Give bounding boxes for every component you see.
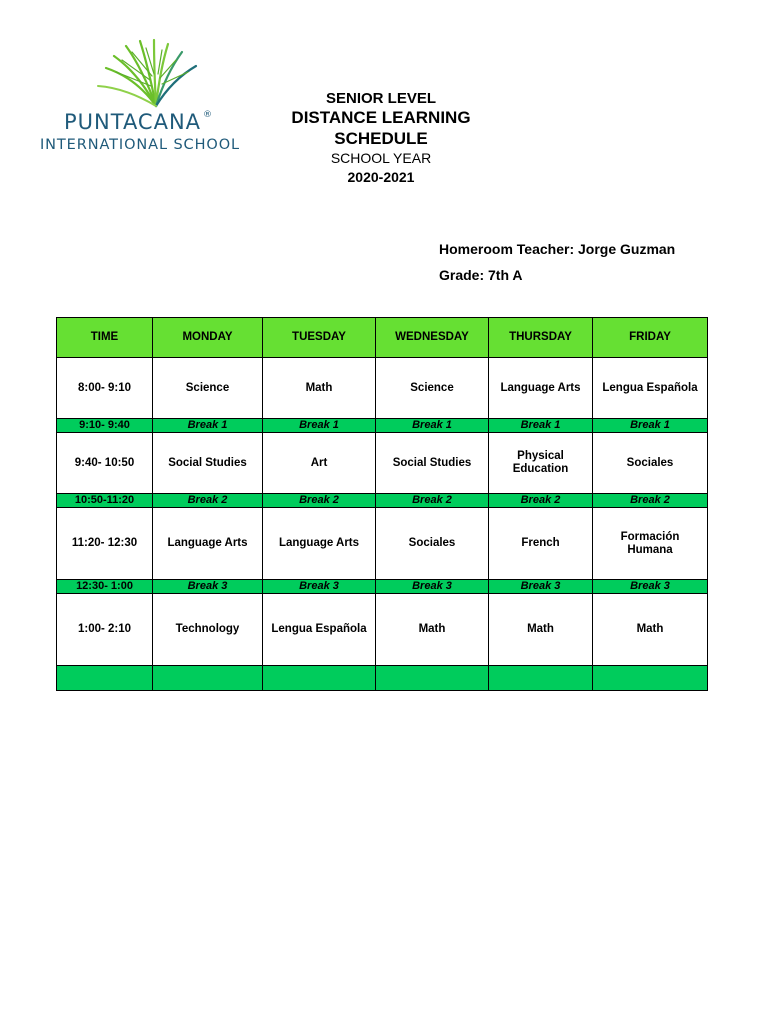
time-cell: 9:10- 9:40 <box>57 419 153 433</box>
table-row <box>57 594 708 666</box>
school-year-value: 2020-2021 <box>347 169 415 185</box>
class-cell: Sociales <box>593 433 708 494</box>
time-cell: 10:50-11:20 <box>57 494 153 508</box>
break-cell: Break 3 <box>153 580 263 594</box>
class-cell: Social Studies <box>376 433 489 494</box>
break-cell: Break 3 <box>263 580 376 594</box>
class-cell: Social Studies <box>153 433 263 494</box>
grade-label: Grade: 7th A <box>439 267 523 283</box>
table-row <box>57 358 708 419</box>
school-logo <box>38 38 248 158</box>
school-subtitle: INTERNATIONAL SCHOOL <box>40 137 240 153</box>
break-cell: Break 1 <box>263 419 376 433</box>
time-cell: 1:00- 2:10 <box>57 594 153 666</box>
column-header: TUESDAY <box>263 318 376 358</box>
school-name: PUNTACANA <box>64 110 202 134</box>
footer-row <box>57 666 708 691</box>
table-row <box>57 433 708 494</box>
class-cell: Language Arts <box>489 358 593 419</box>
class-cell: Science <box>376 358 489 419</box>
table-row <box>57 508 708 580</box>
break-row <box>57 419 708 433</box>
break-cell: Break 2 <box>489 494 593 508</box>
column-header: MONDAY <box>153 318 263 358</box>
schedule-title-line1: DISTANCE LEARNING <box>291 108 471 127</box>
schedule-title-line2: SCHEDULE <box>334 129 428 148</box>
break-cell: Break 3 <box>489 580 593 594</box>
column-header: THURSDAY <box>489 318 593 358</box>
class-cell: Language Arts <box>263 508 376 580</box>
empty-cell <box>376 666 489 691</box>
class-cell: French <box>489 508 593 580</box>
break-cell: Break 3 <box>593 580 708 594</box>
empty-cell <box>263 666 376 691</box>
break-cell: Break 2 <box>376 494 489 508</box>
class-cell: Math <box>593 594 708 666</box>
break-row <box>57 494 708 508</box>
level-title: SENIOR LEVEL <box>325 90 437 107</box>
time-cell: 9:40- 10:50 <box>57 433 153 494</box>
empty-cell <box>489 666 593 691</box>
class-cell: Technology <box>153 594 263 666</box>
class-cell: Formación Humana <box>593 508 708 580</box>
break-cell: Break 1 <box>489 419 593 433</box>
class-cell: Sociales <box>376 508 489 580</box>
break-cell: Break 2 <box>263 494 376 508</box>
column-header: WEDNESDAY <box>376 318 489 358</box>
time-cell: 11:20- 12:30 <box>57 508 153 580</box>
class-cell: Language Arts <box>153 508 263 580</box>
break-cell: Break 1 <box>153 419 263 433</box>
column-header: TIME <box>57 318 153 358</box>
palm-leaf-icon <box>96 38 206 110</box>
break-cell: Break 3 <box>376 580 489 594</box>
break-cell: Break 2 <box>593 494 708 508</box>
empty-cell <box>593 666 708 691</box>
class-cell: Science <box>153 358 263 419</box>
empty-cell <box>153 666 263 691</box>
empty-cell <box>57 666 153 691</box>
time-cell: 8:00- 9:10 <box>57 358 153 419</box>
column-header: FRIDAY <box>593 318 708 358</box>
break-cell: Break 2 <box>153 494 263 508</box>
time-cell: 12:30- 1:00 <box>57 580 153 594</box>
schedule-table <box>56 317 708 691</box>
class-cell: Lengua Española <box>593 358 708 419</box>
break-cell: Break 1 <box>376 419 489 433</box>
registered-mark: ® <box>203 110 214 120</box>
class-cell: Math <box>489 594 593 666</box>
homeroom-teacher: Homeroom Teacher: Jorge Guzman <box>439 241 676 257</box>
document-header <box>270 90 492 186</box>
class-cell: Lengua Española <box>263 594 376 666</box>
class-cell: Math <box>376 594 489 666</box>
table-header-row <box>57 318 708 358</box>
class-cell: Math <box>263 358 376 419</box>
break-cell: Break 1 <box>593 419 708 433</box>
school-year-label: SCHOOL YEAR <box>330 150 432 166</box>
class-cell: Physical Education <box>489 433 593 494</box>
class-cell: Art <box>263 433 376 494</box>
break-row <box>57 580 708 594</box>
